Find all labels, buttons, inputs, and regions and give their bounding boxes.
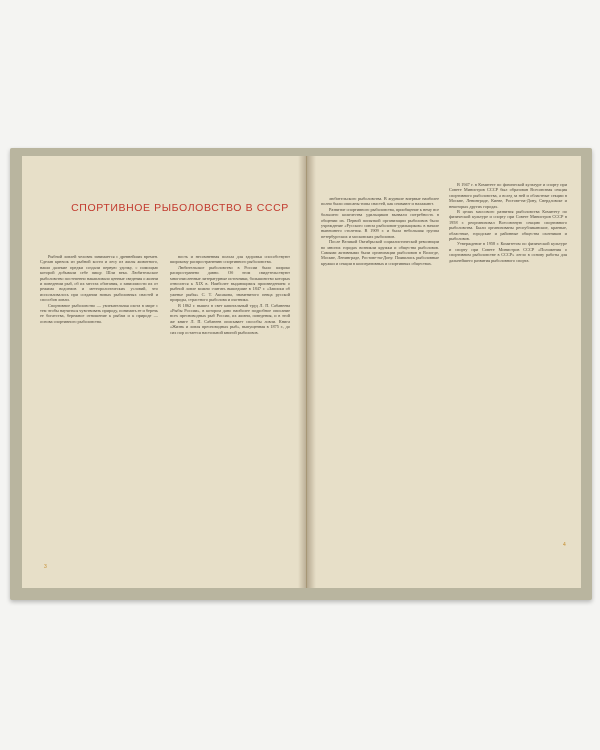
left-column-1 bbox=[40, 254, 158, 566]
chapter-title: СПОРТИВНОЕ РЫБОЛОВСТВО В СССР bbox=[71, 202, 289, 214]
paragraph: Любительское рыболовство в России было широко распространено давно. Об этом свидетельствуют многочисленные литературные источники, большинство которых относится к XIX в. Наиболее выдающимся произведением о рыбной ловле можно считать вышедшие в 1847 г. «Записки об уженье рыбы» С. Т. Аксакова, знаменитого певца русской природы, страстного рыболова и охотника. bbox=[170, 264, 290, 303]
open-book bbox=[10, 148, 592, 600]
page-number: 3 bbox=[44, 564, 47, 570]
paragraph: Развитие спортивного рыболовства, приобщение к нему все большего количества удильщиков вызвали потребность в общении их. Первой попыткой организации рыболовов было учреждение «Русского союза рыболовов-удильщиков» в начале нынешнего столетия. В 1909 г. и была небольшая группа петербургских и московских рыболовов. bbox=[321, 206, 439, 239]
paragraph: Утверждение в 1958 г. Комитетом по физической культуре и спорту при Совете Министров СССР «Положения о спортивном рыболовстве в СССР» легло в основу работы для дальнейшего развития рыболовного спорта. bbox=[449, 241, 567, 263]
paragraph: После Великой Октябрьской социалистической революции во многих городах возникли кружки и общества рыболовов. Самыми активными были организации рыболовов в Вологде, Москве, Ленинграде, Ростове-на-Дону. Появились рыболовные кружки и секции в кооперативных и спортивных обществах. bbox=[321, 239, 439, 266]
paragraph: вость и несомненная польза для здоровья способствуют широкому распространению спортивного рыболовства. bbox=[170, 254, 290, 265]
right-page bbox=[307, 156, 581, 588]
right-column-2 bbox=[449, 182, 567, 552]
paragraph: В 1862 г. вышел в свет капитальный труд Л. П. Сабанеева «Рыбы России», в котором дано наиболее подробное описание всех пресноводных рыб России, их жизни, поведения, и в этой же книге Л. П. Сабанеев описывает способы ловли. Книга «Жизнь и ловля пресноводных рыб», выпущенная в 1875 г., до сих пор остается настольной книгой рыболовов. bbox=[170, 302, 290, 335]
paragraph: любительского рыболовства. В журнале впервые наиболее полно были описаны типы снастей, как снимают и налажают. bbox=[321, 196, 439, 207]
paragraph: В 1947 г. в Комитете по физической культуре и спорту при Совете Министров СССР был образован Всесоюзная секция спортивного рыболовства, а вслед за ней и областные секции в Москве, Ленинграде, Киеве, Ростове-на-Дону, Свердловске и некоторых других городах. bbox=[449, 182, 567, 209]
right-column-1 bbox=[321, 196, 439, 566]
left-page bbox=[22, 156, 307, 588]
paragraph: В целях массового развития рыболовства Комитету по физической культуре и спорту при Совете Министров СССР в 1958 г. реорганизовал Всесоюзную секцию спортивного рыболовства. Были организованы республиканские, краевые, областные, городские и районные общества охотников и рыболовов. bbox=[449, 209, 567, 242]
paragraph: Спортивное рыболовство — увлекательная охота в мире с тем чтобы научиться чувствовать природу, понимать ее и беречь ее богатства, бережное отношение к рыбам и к природе — основа спортивного рыболовства. bbox=[40, 302, 158, 324]
page-number: 4 bbox=[563, 542, 566, 548]
paragraph: Рыбной ловлей человек занимается с древнейших времен. Сделав крючок из рыбной кости и лесу из жилы животного, наши далекие предки создали первую удочку, с помощью которой добывали себе пищу. Шли века. Любительское рыболовство постепенно накапливало ценные сведения о жизни и поведении рыб, об их местах обитания, о зависимости их от режима водоемов и метеорологических условий, что использовалось при создании новых рыболовных снастей и способов ловли. bbox=[40, 254, 158, 303]
left-column-2 bbox=[170, 254, 290, 566]
